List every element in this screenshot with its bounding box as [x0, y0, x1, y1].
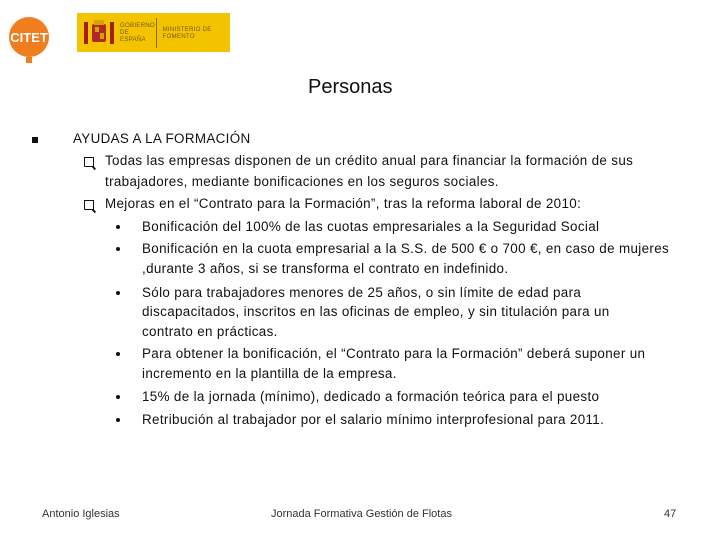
q-item-2-line-1: Mejoras en el “Contrato para la Formación”, tras la reforma laboral de 2010: — [105, 196, 582, 211]
sub-item-6-line-1: Retribución al trabajador por el salario mínimo interprofesional para 2011. — [142, 412, 605, 427]
section-bullet-icon — [32, 137, 38, 143]
sub-item-2-line-2: ,durante 3 años, si se transforma el contrato en indefinido. — [142, 261, 509, 276]
sub-item-1-line-1: Bonificación del 100% de las cuotas empresariales a la Seguridad Social — [142, 219, 600, 234]
sub-bullet-icon — [116, 247, 120, 251]
sub-bullet-icon — [116, 291, 120, 295]
footer-author: Antonio Iglesias — [42, 508, 120, 520]
gobierno-label: GOBIERNO DE ESPAÑA — [120, 22, 155, 43]
citet-logo-text: CITET — [10, 30, 48, 45]
sub-bullet-icon — [116, 225, 120, 229]
slide-title: Personas — [308, 76, 393, 98]
q-checkbox-icon — [84, 157, 94, 167]
sub-bullet-icon — [116, 418, 120, 422]
sub-item-5-line-1: 15% de la jornada (mínimo), dedicado a formación teórica para el puesto — [142, 389, 600, 404]
footer-page-number: 47 — [664, 508, 677, 520]
footer-event: Jornada Formativa Gestión de Flotas — [271, 508, 452, 520]
sub-bullet-icon — [116, 352, 120, 356]
q-item-1-line-1: Todas las empresas disponen de un crédito anual para financiar la formación de sus — [105, 153, 634, 168]
sub-item-4-line-1: Para obtener la bonificación, el “Contrato para la Formación” deberá suponer un — [142, 346, 646, 361]
ministerio-label: MINISTERIO DE FOMENTO — [162, 25, 212, 40]
section-heading: AYUDAS A LA FORMACIÓN — [73, 131, 251, 146]
q-checkbox-icon — [84, 200, 94, 210]
sub-item-3-line-2: discapacitados, inscritos en las oficinas de empleo, y sin titulación para un — [142, 304, 610, 319]
q-item-1-line-2: trabajadores, mediante bonificaciones en los seguros sociales. — [105, 174, 499, 189]
sub-item-3-line-3: contrato en prácticas. — [142, 324, 278, 339]
sub-item-3-line-1: Sólo para trabajadores menores de 25 años, o sin límite de edad para — [142, 285, 582, 300]
sub-item-4-line-2: incremento en la plantilla de la empresa. — [142, 366, 397, 381]
sub-bullet-icon — [116, 395, 120, 399]
sub-item-2-line-1: Bonificación en la cuota empresarial a la S.S. de 500 € o 700 €, en caso de mujeres — [142, 241, 670, 256]
